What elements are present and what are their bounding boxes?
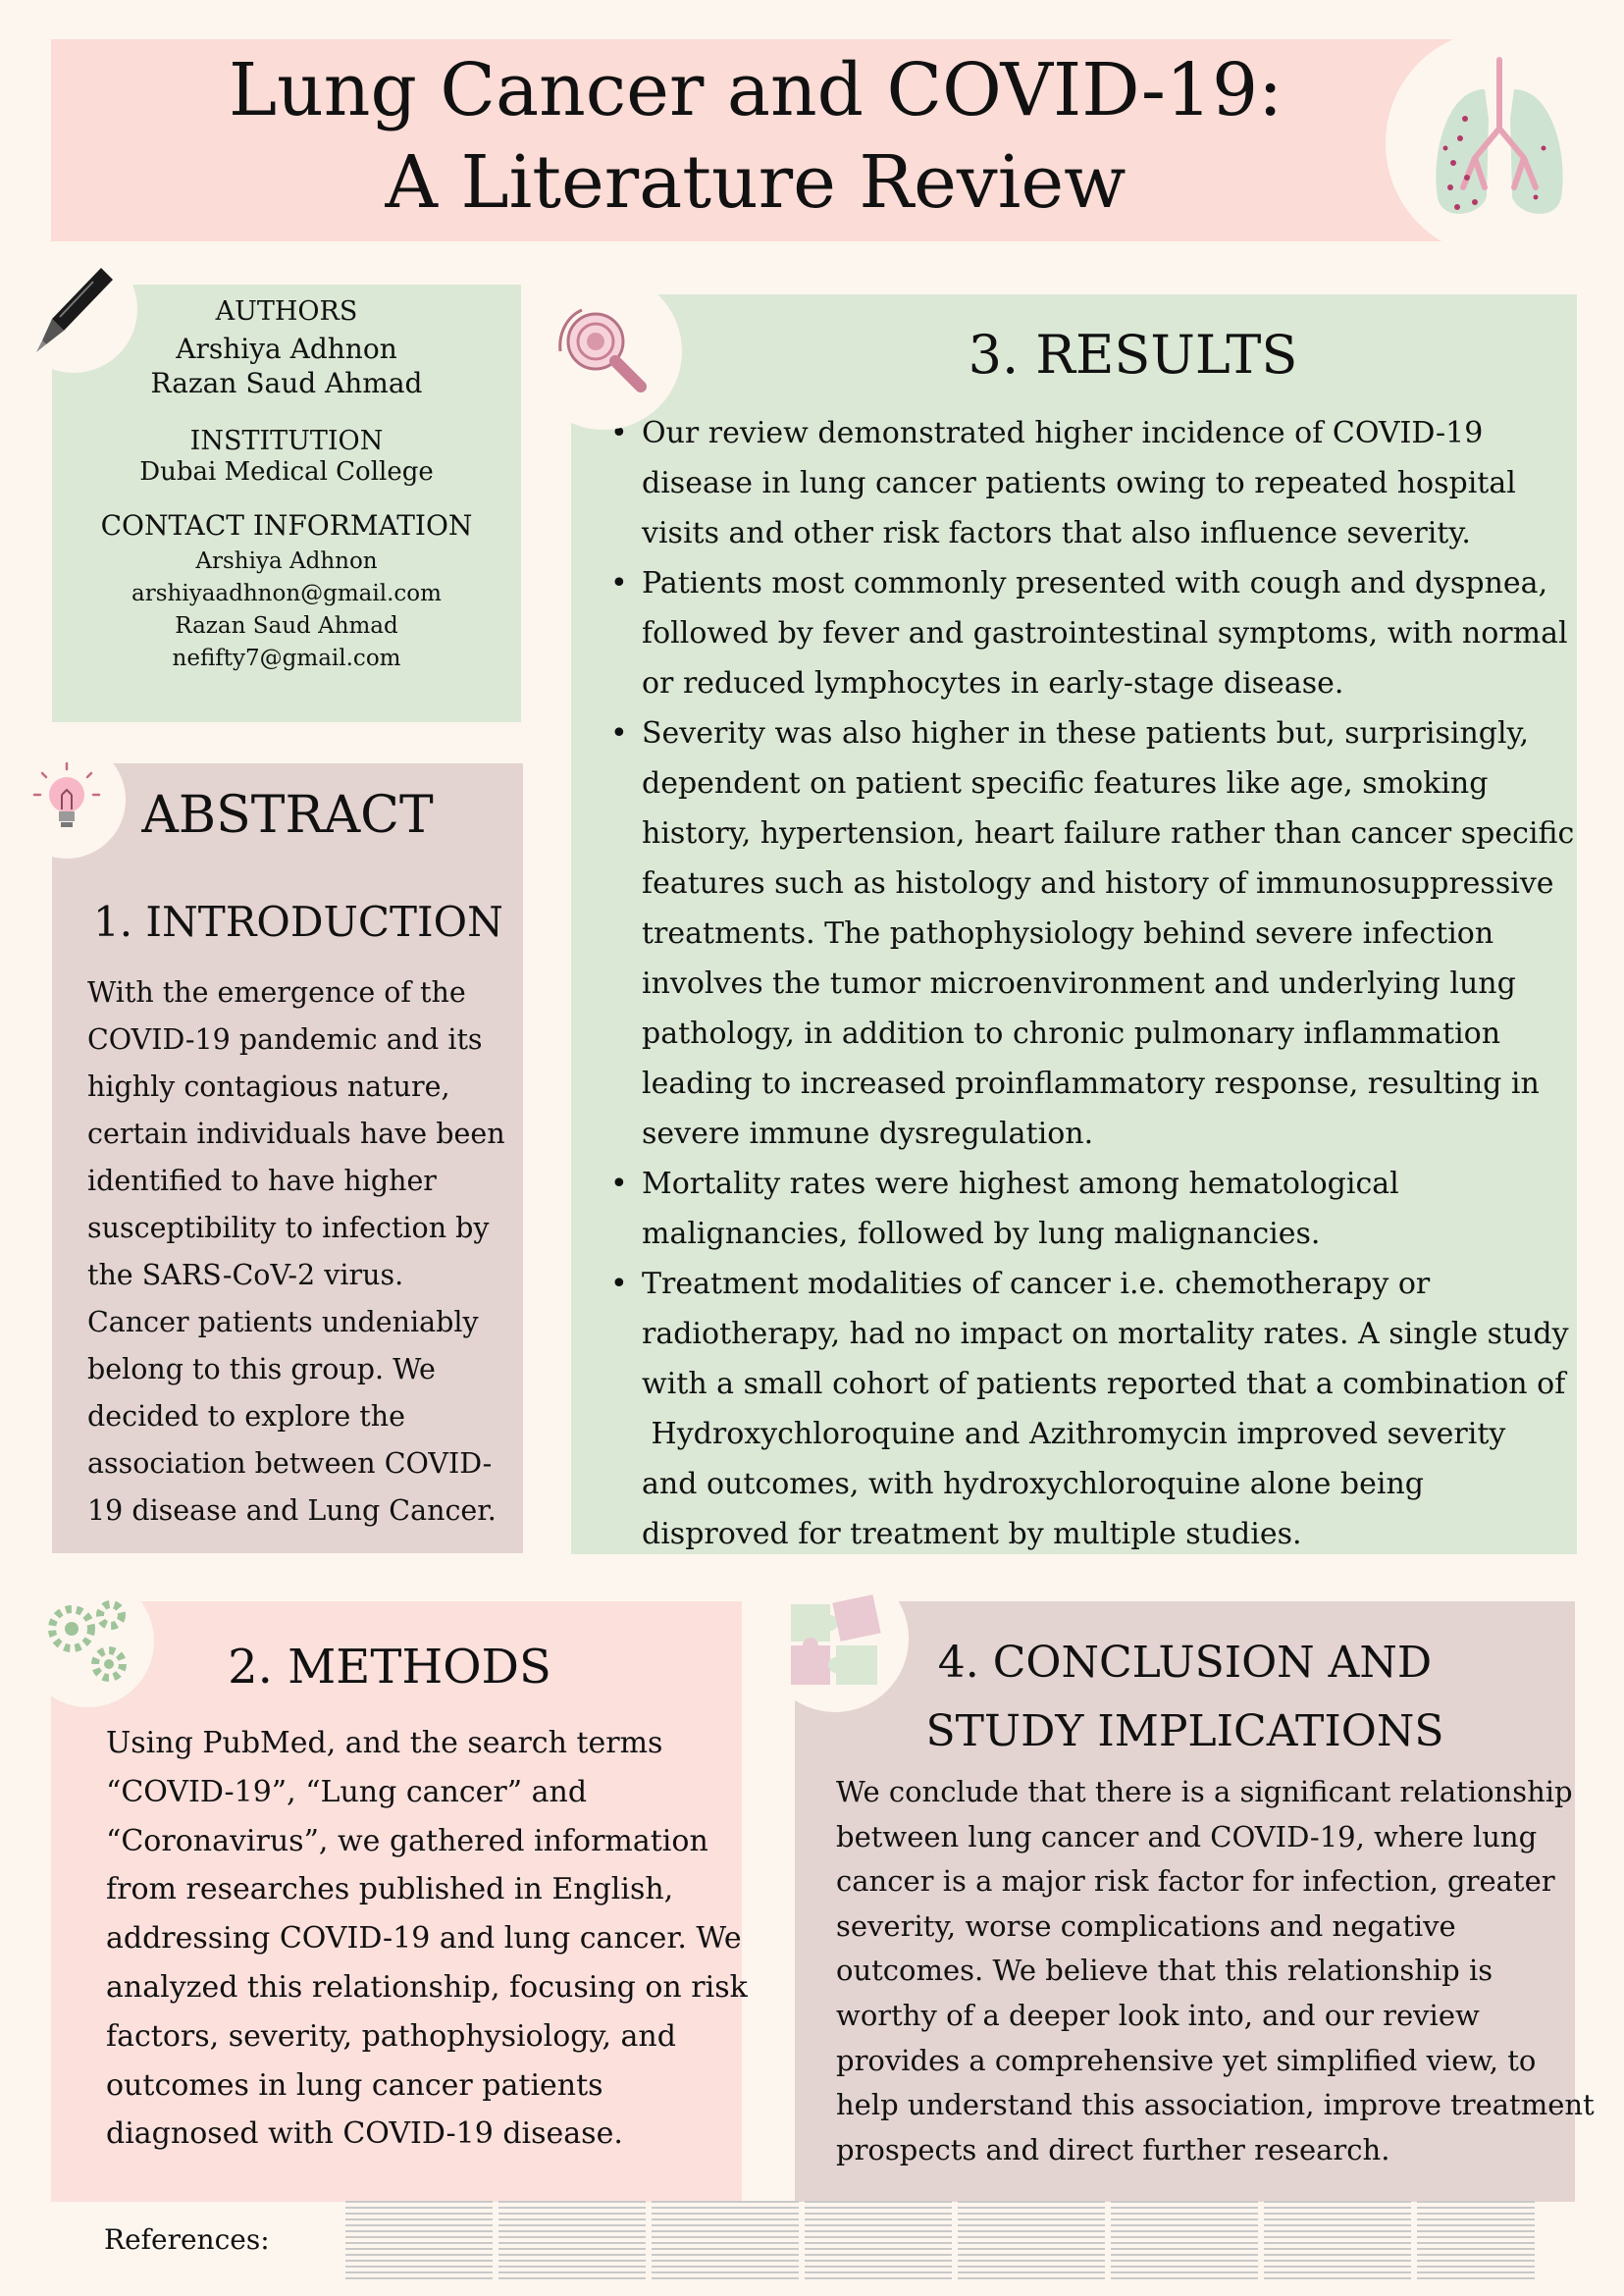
introduction-line: COVID-19 pandemic and its [87, 1023, 483, 1056]
introduction-line: belong to this group. We [87, 1353, 436, 1385]
gears-icon [34, 1588, 142, 1696]
results-heading: 3. RESULTS [968, 324, 1298, 386]
results-line: visits and other risk factors that also influence severity. [642, 516, 1471, 550]
author-2: Razan Saud Ahmad [150, 367, 423, 399]
conclusion-heading-line-2: STUDY IMPLICATIONS [925, 1706, 1444, 1756]
results-line: Hydroxychloroquine and Azithromycin improved severity [642, 1417, 1506, 1451]
conclusion-heading [795, 1629, 1575, 1766]
results-line: pathology, in addition to chronic pulmonary inflammation [642, 1017, 1501, 1051]
pen-icon [25, 260, 123, 358]
contact-2-email[interactable]: nefifty7@gmail.com [172, 646, 401, 671]
introduction-line: certain individuals have been [87, 1118, 505, 1150]
results-bullet [642, 708, 1582, 1159]
results-bullet [642, 1259, 1582, 1559]
puzzle-icon-circle [761, 1565, 909, 1712]
methods-line: from researches published in English, [106, 1872, 674, 1907]
results-line: treatments. The pathophysiology behind severe infection [642, 916, 1494, 951]
conclusion-line: help understand this association, improve treatment [836, 2088, 1595, 2122]
introduction-text [87, 969, 519, 1535]
results-bullet [642, 408, 1582, 558]
conclusion-line: outcomes. We believe that this relationship is [836, 1954, 1493, 1988]
results-line: with a small cohort of patients reported that a combination of [642, 1367, 1566, 1401]
magnifier-icon [545, 292, 662, 410]
results-line: • Treatment modalities of cancer i.e. chemotherapy or [642, 1267, 1431, 1301]
results-line: radiotherapy, had no impact on mortality rates. A single study [642, 1317, 1569, 1351]
reference-column-1 [345, 2201, 493, 2283]
introduction-line: susceptibility to infection by [87, 1212, 490, 1244]
introduction-heading: 1. INTRODUCTION [93, 898, 503, 946]
reference-column-2 [498, 2201, 646, 2283]
conclusion-line: between lung cancer and COVID-19, where lung [836, 1819, 1538, 1853]
results-line: leading to increased proinflammatory response, resulting in [642, 1067, 1540, 1101]
results-list [610, 408, 1582, 1559]
lightbulb-icon-circle [8, 741, 126, 859]
introduction-line: 19 disease and Lung Cancer. [87, 1494, 497, 1527]
methods-line: diagnosed with COVID-19 disease. [106, 2116, 623, 2152]
results-line: involves the tumor microenvironment and underlying lung [642, 966, 1516, 1001]
results-line: disproved for treatment by multiple studies. [642, 1517, 1302, 1551]
author-1: Arshiya Adhnon [176, 333, 397, 365]
results-line: disease in lung cancer patients owing to repeated hospital [642, 466, 1516, 500]
results-line: followed by fever and gastrointestinal symptoms, with normal [642, 616, 1568, 651]
conclusion-line: severity, worse complications and negative [836, 1908, 1456, 1943]
conclusion-line: prospects and direct further research. [836, 2132, 1390, 2166]
lightbulb-icon [23, 756, 111, 844]
reference-column-6 [1111, 2201, 1258, 2283]
reference-column-7 [1264, 2201, 1411, 2283]
results-line: • Our review demonstrated higher incidence of COVID-19 [642, 416, 1484, 450]
methods-line: Using PubMed, and the search terms [106, 1726, 663, 1760]
contact-1-name: Arshiya Adhnon [195, 548, 378, 574]
introduction-line: identified to have higher [87, 1165, 437, 1197]
gears-icon-circle [22, 1575, 154, 1707]
introduction-line: highly contagious nature, [87, 1070, 450, 1103]
results-bullet [642, 1159, 1582, 1259]
abstract-panel [52, 763, 523, 1553]
title-line-1: Lung Cancer and COVID-19: [228, 48, 1283, 132]
methods-text [106, 1719, 748, 2159]
contact-heading: CONTACT INFORMATION [100, 509, 473, 542]
lungs-icon [1406, 50, 1593, 236]
introduction-line: Cancer patients undeniably [87, 1306, 479, 1338]
results-line: or reduced lymphocytes in early-stage disease. [642, 666, 1344, 701]
results-panel [571, 294, 1577, 1554]
title-line-2: A Literature Review [385, 140, 1126, 225]
reference-column-5 [958, 2201, 1105, 2283]
results-line: • Severity was also higher in these patients but, surprisingly, [642, 716, 1530, 751]
conclusion-line: cancer is a major risk factor for infection, greater [836, 1864, 1555, 1899]
results-line: and outcomes, with hydroxychloroquine alone being [642, 1467, 1424, 1501]
reference-column-8 [1417, 2201, 1535, 2283]
conclusion-line: provides a comprehensive yet simplified view, to [836, 2043, 1537, 2077]
reference-column-4 [805, 2201, 952, 2283]
methods-line: addressing COVID-19 and lung cancer. We [106, 1921, 742, 1957]
poster-title [59, 44, 1452, 229]
institution-name: Dubai Medical College [139, 457, 434, 487]
contact-1-email[interactable]: arshiyaadhnon@gmail.com [131, 581, 442, 606]
results-bullet [642, 558, 1582, 708]
abstract-heading: ABSTRACT [141, 786, 434, 845]
pen-icon-circle [10, 245, 137, 373]
methods-line: “COVID-19”, “Lung cancer” and [106, 1774, 588, 1809]
conclusion-panel [795, 1601, 1595, 2202]
puzzle-icon [781, 1585, 889, 1693]
introduction-line: the SARS-CoV-2 virus. [87, 1259, 404, 1291]
results-line: • Mortality rates were highest among hematological [642, 1167, 1399, 1201]
introduction-line: With the emergence of the [87, 976, 466, 1009]
reference-column-3 [652, 2201, 799, 2283]
institution-heading: INSTITUTION [189, 426, 384, 456]
results-line: severe immune dysregulation. [642, 1117, 1094, 1151]
lungs-icon-circle [1386, 29, 1613, 257]
results-line: history, hypertension, heart failure rather than cancer specific [642, 816, 1575, 851]
methods-line: “Coronavirus”, we gathered information [106, 1823, 708, 1858]
results-line: malignancies, followed by lung malignancies. [642, 1217, 1321, 1251]
methods-line: factors, severity, pathophysiology, and [106, 2018, 676, 2054]
magnifier-icon-circle [525, 273, 682, 430]
methods-line: analyzed this relationship, focusing on risk [106, 1969, 748, 2005]
conclusion-text [836, 1770, 1595, 2172]
contact-2-name: Razan Saud Ahmad [175, 613, 398, 639]
authors-heading: AUTHORS [215, 296, 358, 327]
conclusion-heading-line-1: 4. CONCLUSION AND [937, 1638, 1433, 1688]
introduction-line: decided to explore the [87, 1400, 405, 1433]
references-label: References: [104, 2223, 270, 2256]
results-line: dependent on patient specific features like age, smoking [642, 766, 1489, 801]
methods-line: outcomes in lung cancer patients [106, 2067, 603, 2103]
methods-heading: 2. METHODS [228, 1640, 551, 1695]
conclusion-line: We conclude that there is a significant relationship [836, 1775, 1573, 1808]
methods-panel [51, 1601, 748, 2202]
conclusion-line: worthy of a deeper look into, and our review [836, 1998, 1480, 2032]
results-line: features such as histology and history of immunosuppressive [642, 866, 1554, 901]
results-line: • Patients most commonly presented with cough and dyspnea, [642, 566, 1548, 600]
introduction-line: association between COVID- [87, 1447, 493, 1480]
